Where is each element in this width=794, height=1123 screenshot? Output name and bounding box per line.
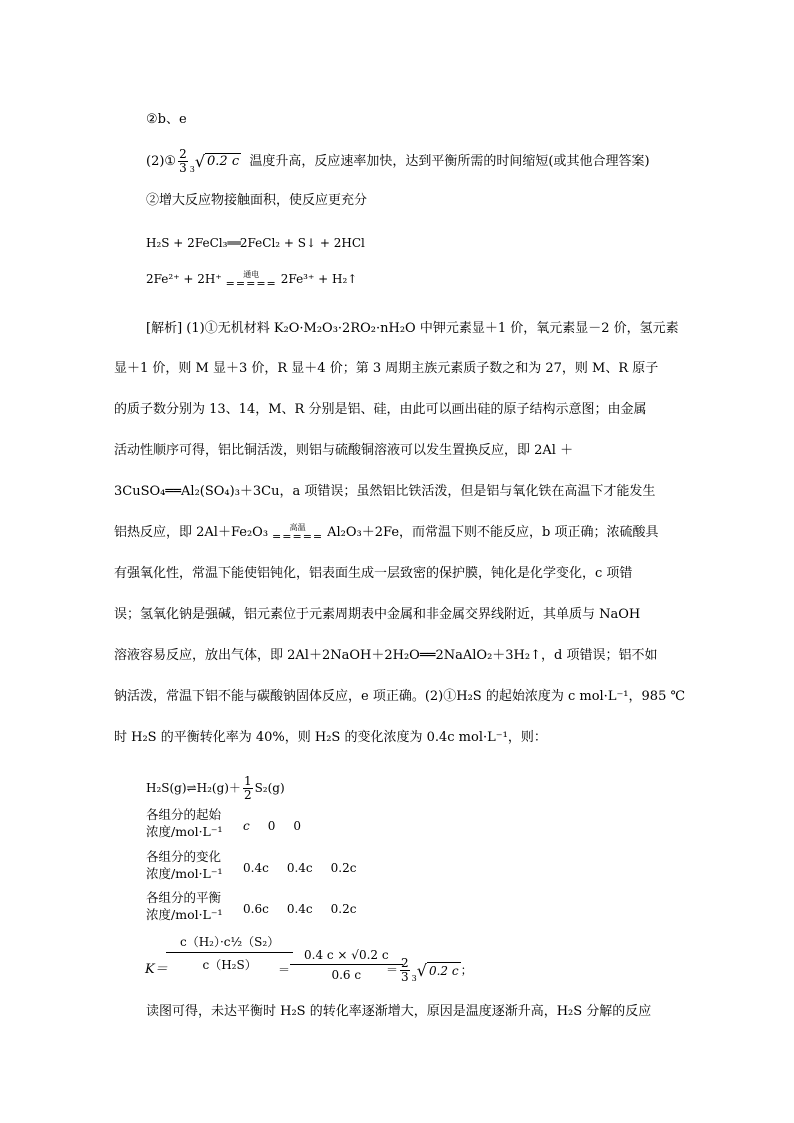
fraction-one-half: $\frac{1}{2}$ <box>243 774 252 802</box>
k-numerator: c（H₂）·c½（S₂） <box>166 933 293 953</box>
final-line: 读图可得，未达平衡时 H₂S 的转化率逐渐增大，原因是温度逐渐升高，H₂S 分解的反应 <box>146 1004 652 1019</box>
analysis-line-2: 显＋1 价，则 M 显＋3 价，R 显＋4 价；第 3 周期主族元素质子数之和为 27，则 M、R 原子 <box>114 361 659 376</box>
row-initial-values: c 0 0 <box>243 819 302 833</box>
equation-1: H₂S + 2FeCl₃══2FeCl₂ + S↓ + 2HCl <box>146 236 365 250</box>
fraction-k-result: $\frac{2}{3}$ <box>401 956 409 984</box>
analysis-line-9: 溶液容易反应，放出气体，即 2Al＋2NaOH＋2H₂O══2NaAlO₂＋3H₂↑，d 项错误；铝不如 <box>114 648 658 663</box>
analysis-line-7: 有强氧化性，常温下能使铝钝化，铝表面生成一层致密的保护膜，钝化是化学变化，c 项错 <box>114 566 633 581</box>
row-initial-label: 各组分的起始 浓度/mol·L⁻¹ <box>146 807 223 839</box>
k-fraction <box>166 933 293 973</box>
analysis-line-6: 铝热反应，即 2Al＋Fe₂O₃ 高温 ===== Al₂O₃＋2Fe，而常温下则不能反应，b 项正确；浓硫酸具 <box>114 523 659 543</box>
k-equals-1: ＝ <box>278 963 291 977</box>
condition-electrolysis: 通电 ===== <box>225 270 277 290</box>
k-result: ＝ $\frac{2}{3}$ 3 √ 0.2 c ； <box>386 956 473 984</box>
analysis-line-3: 的质子数分别为 13、14，M、R 分别是铝、硅，由此可以画出硅的原子结构示意图；由金属 <box>114 402 647 417</box>
cube-root: 3 √ 0.2 c <box>189 152 240 174</box>
answer-line-2 <box>146 148 650 175</box>
analysis-line-4: 活动性顺序可得，铝比铜活泼，则铝与硫酸铜溶液可以发生置换反应，即 2Al ＋ <box>114 443 574 458</box>
condition-high-temp: 高温 ===== <box>272 523 324 543</box>
k-denominator: c（H₂S） <box>202 958 257 972</box>
equilibrium-equation: H₂S(g)⇌H₂(g)＋ $\frac{1}{2}$ S₂(g) <box>146 774 285 802</box>
answer-line-2-text: 温度升高，反应速率加快，达到平衡所需的时间缩短(或其他合理答案) <box>249 154 650 169</box>
row-equilibrium-label: 各组分的平衡 浓度/mol·L⁻¹ <box>146 890 223 922</box>
fraction-two-thirds: $\frac{2}{3}$ <box>179 147 187 175</box>
row-change-label: 各组分的变化 浓度/mol·L⁻¹ <box>146 849 223 881</box>
equation-2: 2Fe²⁺ + 2H⁺ 通电 ===== 2Fe³⁺ + H₂↑ <box>146 270 358 290</box>
k-label: K＝ <box>145 962 168 977</box>
row-change-values: 0.4c 0.4c 0.2c <box>243 861 357 875</box>
analysis-line-11: 时 H₂S 的平衡转化率为 40%，则 H₂S 的变化浓度为 0.4c mol·L⁻¹，则： <box>114 730 547 745</box>
row-equilibrium-values: 0.6c 0.4c 0.2c <box>243 902 357 916</box>
answer-line-2-prefix: (2)① <box>146 154 177 169</box>
answer-line-3: ②增大反应物接触面积，使反应更充分 <box>146 193 368 208</box>
k-mid-fraction: $\frac{0.4 c \times √0.2 c}{0.6 c}$ <box>290 948 403 982</box>
analysis-line-5: 3CuSO₄══Al₂(SO₄)₃＋3Cu，a 项错误；虽然铝比铁活泼，但是铝与氧化铁在高温下才能发生 <box>114 484 656 499</box>
answer-line-1: ②b、e <box>146 112 187 127</box>
analysis-line-1: [解析] (1)①无机材料 K₂O·M₂O₃·2RO₂·nH₂O 中钾元素显＋1 价，氧元素显－2 价，氢元素 <box>146 321 679 336</box>
analysis-line-10: 钠活泼，常温下铝不能与碳酸钠固体反应，e 项正确。(2)①H₂S 的起始浓度为 c mol·L⁻¹，985 ℃ <box>114 689 686 704</box>
analysis-line-8: 误；氢氧化钠是强碱，铝元素位于元素周期表中金属和非金属交界线附近，其单质与 NaOH <box>114 607 641 622</box>
